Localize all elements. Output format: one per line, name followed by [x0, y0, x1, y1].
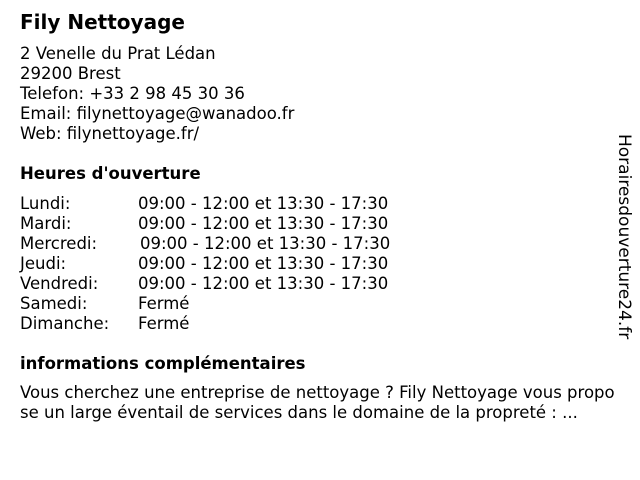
day-label: Mardi:	[20, 214, 72, 233]
info-description: Vous cherchez une entreprise de nettoyage ? Fily Nettoyage vous propose un large éventail de services dans le domaine de la propreté : ...	[20, 383, 615, 422]
day-label: Dimanche:	[20, 314, 110, 333]
email-text: Email: filynettoyage@wanadoo.fr	[20, 104, 295, 123]
hours-heading: Heures d'ouverture	[20, 164, 201, 183]
info-heading: informations complémentaires	[20, 354, 306, 373]
contact-block	[20, 44, 294, 144]
day-hours: 09:00 - 12:00 et 13:30 - 17:30	[138, 254, 389, 273]
day-hours: 09:00 - 12:00 et 13:30 - 17:30	[138, 194, 389, 213]
phone-text: Telefon: +33 2 98 45 30 36	[20, 84, 245, 103]
day-label: Jeudi:	[20, 254, 67, 273]
business-name: Fily Nettoyage	[20, 10, 185, 34]
day-hours: 09:00 - 12:00 et 13:30 - 17:30	[140, 234, 391, 253]
day-hours: Fermé	[138, 314, 190, 333]
day-label: Samedi:	[20, 294, 88, 313]
day-label: Lundi:	[20, 194, 71, 213]
day-label: Vendredi:	[20, 274, 99, 293]
web-text: Web: filynettoyage.fr/	[20, 124, 200, 143]
day-hours: 09:00 - 12:00 et 13:30 - 17:30	[138, 274, 389, 293]
day-hours: Fermé	[138, 294, 190, 313]
address-line-2: 29200 Brest	[20, 64, 121, 83]
day-hours: 09:00 - 12:00 et 13:30 - 17:30	[138, 214, 389, 233]
site-watermark: Horairesdouverture24.fr	[614, 134, 634, 340]
address-line-1: 2 Venelle du Prat Lédan	[20, 44, 216, 63]
day-label: Mercredi:	[20, 234, 98, 253]
